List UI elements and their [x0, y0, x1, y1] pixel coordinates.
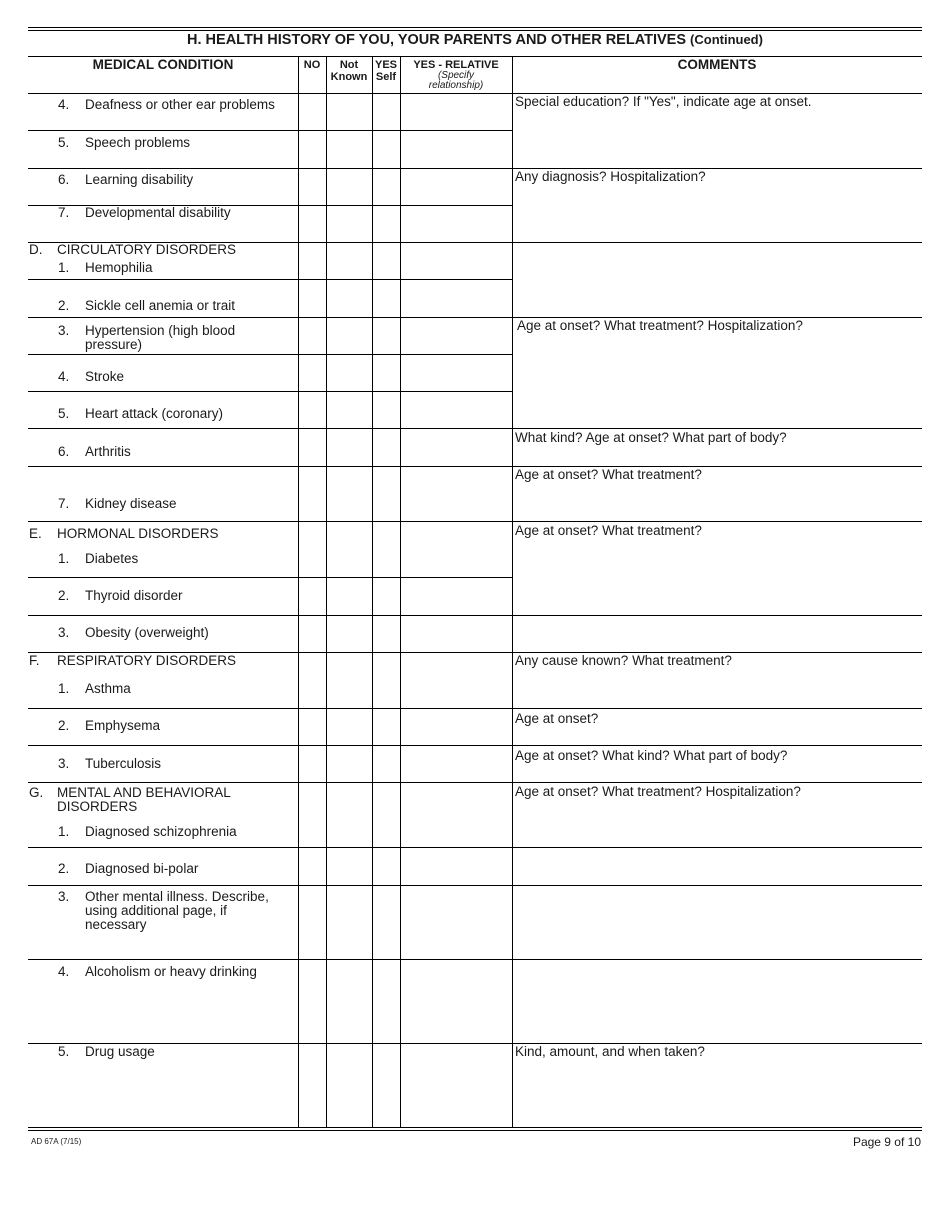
row-num: 2.: [58, 718, 70, 733]
bottom-double-rule: [28, 1127, 922, 1131]
section-title-continued: (Continued): [690, 32, 763, 47]
row-label: Other mental illness. Describe, using additional page, if necessary: [85, 889, 269, 932]
col-header-yes-self-line1: YES: [374, 59, 397, 71]
row-label: Developmental disability: [85, 205, 231, 220]
col-divider: [512, 56, 513, 1127]
row-rule: [28, 959, 922, 960]
row-rule: [28, 168, 922, 169]
row-rule: [28, 521, 922, 522]
comment-text: Age at onset?: [515, 711, 599, 726]
row-label: Deafness or other ear problems: [85, 97, 275, 112]
page-number: Page 9 of 10: [852, 1135, 921, 1149]
col-header-yes-self-line2: Self: [375, 71, 397, 83]
row-num: 1.: [58, 824, 70, 839]
form-id: AD 67A (7/15): [31, 1137, 82, 1146]
section-heading: CIRCULATORY DISORDERS: [57, 242, 237, 257]
row-num: 4.: [58, 369, 70, 384]
row-rule: [28, 428, 922, 429]
col-header-not-known-line2: Known: [330, 71, 368, 83]
row-label: Kidney disease: [85, 496, 177, 511]
row-label: Obesity (overweight): [85, 625, 209, 640]
section-letter: E.: [29, 526, 42, 541]
section-heading: RESPIRATORY DISORDERS: [57, 653, 237, 668]
col-header-not-known-line1: Not: [339, 59, 359, 71]
col-header-no: NO: [303, 59, 321, 71]
col-header-yes-self: [372, 59, 400, 83]
section-title-text: H. HEALTH HISTORY OF YOU, YOUR PARENTS AND OTHER RELATIVES: [187, 32, 686, 48]
row-num: 1.: [58, 551, 70, 566]
row-label: Alcoholism or heavy drinking: [85, 964, 257, 979]
row-num: 5.: [58, 135, 70, 150]
row-label: Tuberculosis: [85, 756, 162, 771]
row-label: Stroke: [85, 369, 125, 384]
col-divider: [326, 56, 327, 1127]
row-num: 2.: [58, 588, 70, 603]
row-num: 7.: [58, 205, 70, 220]
comment-text: Age at onset? What treatment? Hospitalization?: [517, 318, 803, 333]
row-label: Arthritis: [85, 444, 131, 459]
col-header-yes-relative: [400, 59, 512, 91]
row-label: Diabetes: [85, 551, 139, 566]
row-rule: [28, 847, 922, 848]
row-rule: [28, 279, 512, 280]
row-rule: [28, 745, 922, 746]
row-label: Hemophilia: [85, 260, 153, 275]
row-rule: [28, 577, 512, 578]
health-history-form: [28, 27, 922, 1132]
row-num: 3.: [58, 889, 70, 904]
row-label: Asthma: [85, 681, 131, 696]
section-heading: MENTAL AND BEHAVIORAL DISORDERS: [57, 785, 231, 814]
col-header-comments: COMMENTS: [677, 57, 757, 72]
col-header-specify-line1: (Specify: [437, 70, 475, 81]
row-label: Diagnosed schizophrenia: [85, 824, 237, 839]
row-num: 5.: [58, 406, 70, 421]
col-header-specify-line2: relationship): [428, 80, 484, 91]
row-label: Sickle cell anemia or trait: [85, 298, 236, 313]
row-rule: [28, 1043, 922, 1044]
row-num: 6.: [58, 172, 70, 187]
row-label: Speech problems: [85, 135, 191, 150]
row-num: 2.: [58, 298, 70, 313]
row-num: 7.: [58, 496, 70, 511]
row-rule: [28, 354, 512, 355]
row-num: 4.: [58, 964, 70, 979]
row-label: Diagnosed bi-polar: [85, 861, 199, 876]
comment-text: Any diagnosis? Hospitalization?: [515, 169, 706, 184]
section-heading: HORMONAL DISORDERS: [57, 526, 219, 541]
col-header-not-known: [326, 59, 372, 83]
col-divider: [298, 56, 299, 1127]
row-rule: [28, 466, 922, 467]
comment-text: Age at onset? What treatment?: [515, 467, 702, 482]
row-label: Drug usage: [85, 1044, 155, 1059]
row-num: 2.: [58, 861, 70, 876]
row-rule: [28, 782, 922, 783]
row-num: 3.: [58, 756, 70, 771]
row-num: 1.: [58, 260, 70, 275]
section-letter: D.: [29, 242, 43, 257]
row-label: Learning disability: [85, 172, 194, 187]
comment-text: Special education? If "Yes", indicate age at onset.: [515, 94, 812, 109]
row-label: Thyroid disorder: [85, 588, 183, 603]
section-letter: F.: [29, 653, 40, 668]
col-header-yes-relative-label: YES - RELATIVE: [413, 59, 499, 71]
top-double-rule: [28, 27, 922, 31]
row-rule: [28, 885, 922, 886]
col-divider: [372, 56, 373, 1127]
row-rule: [28, 391, 512, 392]
row-num: 4.: [58, 97, 70, 112]
comment-text: Any cause known? What treatment?: [515, 653, 732, 668]
row-num: 5.: [58, 1044, 70, 1059]
section-title: [28, 32, 922, 48]
comment-text: Age at onset? What treatment?: [515, 523, 702, 538]
row-rule: [28, 130, 512, 131]
comment-text: Age at onset? What treatment? Hospitalization?: [515, 784, 801, 799]
row-label: Heart attack (coronary): [85, 406, 224, 421]
row-num: 3.: [58, 323, 70, 338]
row-label: Hypertension (high blood pressure): [85, 323, 236, 352]
row-num: 3.: [58, 625, 70, 640]
col-divider: [400, 56, 401, 1127]
row-num: 1.: [58, 681, 70, 696]
comment-text: Age at onset? What kind? What part of body?: [515, 748, 788, 763]
col-header-condition: MEDICAL CONDITION: [92, 57, 234, 72]
comment-text: Kind, amount, and when taken?: [515, 1044, 705, 1059]
section-letter: G.: [29, 785, 44, 800]
row-rule: [28, 708, 922, 709]
row-label: Emphysema: [85, 718, 161, 733]
row-rule: [28, 615, 922, 616]
row-num: 6.: [58, 444, 70, 459]
comment-text: What kind? Age at onset? What part of body?: [515, 430, 787, 445]
